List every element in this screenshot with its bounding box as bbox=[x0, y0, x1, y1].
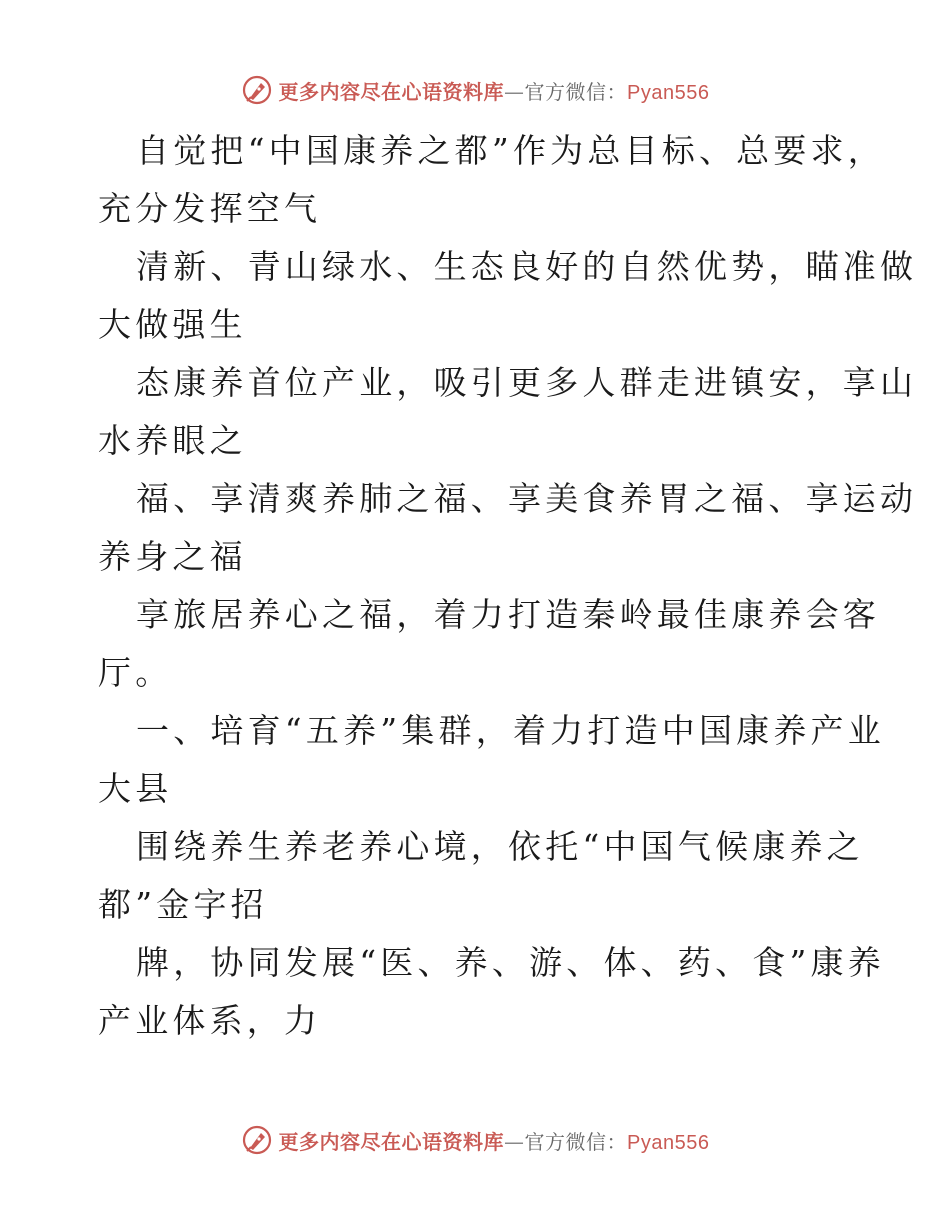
body-line: 都”金字招 bbox=[98, 885, 268, 924]
body-line: 养身之福 bbox=[98, 537, 247, 576]
header-watermark bbox=[0, 70, 950, 110]
body-line: 牌，协同发展“医、养、游、体、药、食”康养 bbox=[136, 943, 885, 982]
body-line: 围绕养生养老养心境，依托“中国气候康养之 bbox=[136, 827, 864, 866]
pen-nib-logo-icon bbox=[241, 74, 273, 106]
watermark-wechat-label: 官方微信： bbox=[524, 1129, 628, 1154]
watermark-main-text: 更多内容尽在心语资料库 bbox=[278, 79, 505, 104]
watermark-wechat-id: Pyan556 bbox=[627, 1131, 710, 1154]
body-line: 态康养首位产业，吸引更多人群走进镇安，享山 bbox=[136, 363, 918, 402]
watermark-wechat-label: 官方微信： bbox=[524, 79, 628, 104]
body-line: 清新、青山绿水、生态良好的自然优势，瞄准做 bbox=[136, 247, 918, 286]
section-heading-line: 一、培育“五养”集群，着力打造中国康养产业 bbox=[136, 711, 885, 750]
document-body bbox=[98, 122, 918, 1050]
pen-nib-logo-icon bbox=[241, 1124, 273, 1156]
body-line: 厅。 bbox=[98, 653, 173, 692]
footer-watermark bbox=[0, 1120, 950, 1160]
watermark-main-text: 更多内容尽在心语资料库 bbox=[278, 1129, 505, 1154]
watermark-dash: — bbox=[504, 79, 525, 104]
body-line: 产业体系，力 bbox=[98, 1001, 322, 1040]
watermark-dash: — bbox=[504, 1129, 525, 1154]
body-line: 自觉把“中国康养之都”作为总目标、总要求， bbox=[136, 131, 885, 170]
watermark-wechat-id: Pyan556 bbox=[627, 81, 710, 104]
body-line: 充分发挥空气 bbox=[98, 189, 322, 228]
body-line: 福、享清爽养肺之福、享美食养胃之福、享运动 bbox=[136, 479, 918, 518]
body-line: 水养眼之 bbox=[98, 421, 247, 460]
body-line: 大做强生 bbox=[98, 305, 247, 344]
section-heading-line: 大县 bbox=[98, 769, 173, 808]
body-line: 享旅居养心之福，着力打造秦岭最佳康养会客 bbox=[136, 595, 880, 634]
